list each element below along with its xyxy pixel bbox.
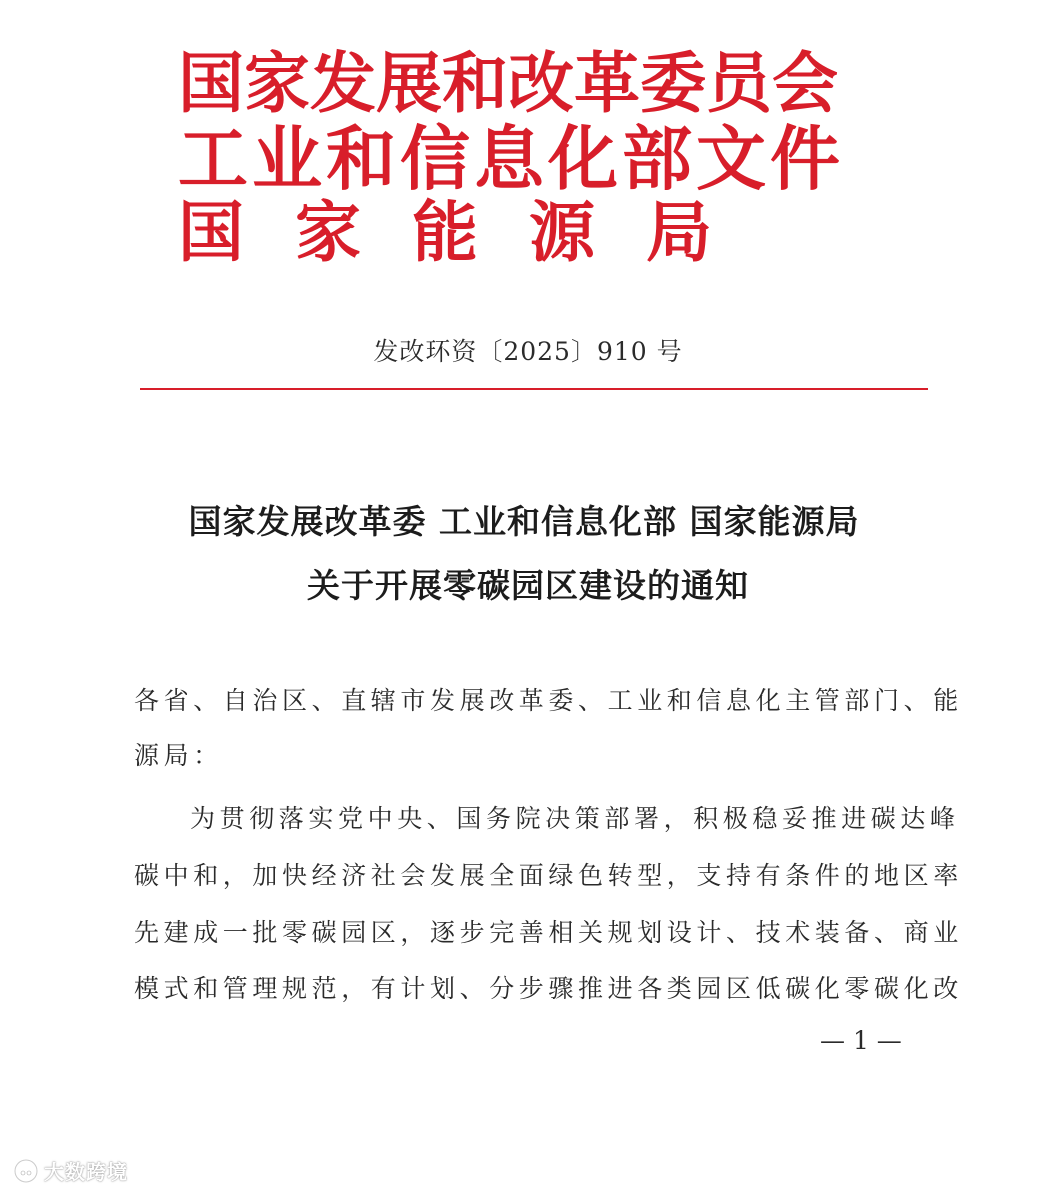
addressee-line: 源局： xyxy=(134,741,223,770)
document-number: 发改环资〔2025〕910 号 xyxy=(373,337,683,366)
red-divider xyxy=(140,388,928,390)
watermark xyxy=(12,1156,128,1185)
body-text-line: 为贯彻落实党中央、国务院决策部署，积极稳妥推进碳达峰 xyxy=(190,804,960,833)
body-text-line: 先建成一批零碳园区，逐步完善相关规划设计、技术装备、商业 xyxy=(134,918,963,947)
page-number: — 1 — xyxy=(820,1026,902,1055)
title-line-issuers: 国家发展改革委 工业和信息化部 国家能源局 xyxy=(188,502,860,541)
issuer-line-nea: 国家能源局 xyxy=(178,193,763,271)
title-line-subject: 关于开展零碳园区建设的通知 xyxy=(307,566,749,605)
brand-logo-icon xyxy=(12,1157,40,1185)
body-text-line: 碳中和，加快经济社会发展全面绿色转型，支持有条件的地区率 xyxy=(134,861,963,890)
body-text-line: 模式和管理规范，有计划、分步骤推进各类园区低碳化零碳化改 xyxy=(134,974,963,1003)
watermark-text: 大数跨境 xyxy=(44,1160,128,1184)
addressee-line: 各省、自治区、直辖市发展改革委、工业和信息化主管部门、能 xyxy=(134,686,963,715)
issuer-line-ndrc: 国家发展和改革委员会 xyxy=(178,44,838,122)
issuer-line-miit: 工业和信息化部文件 xyxy=(178,117,844,200)
